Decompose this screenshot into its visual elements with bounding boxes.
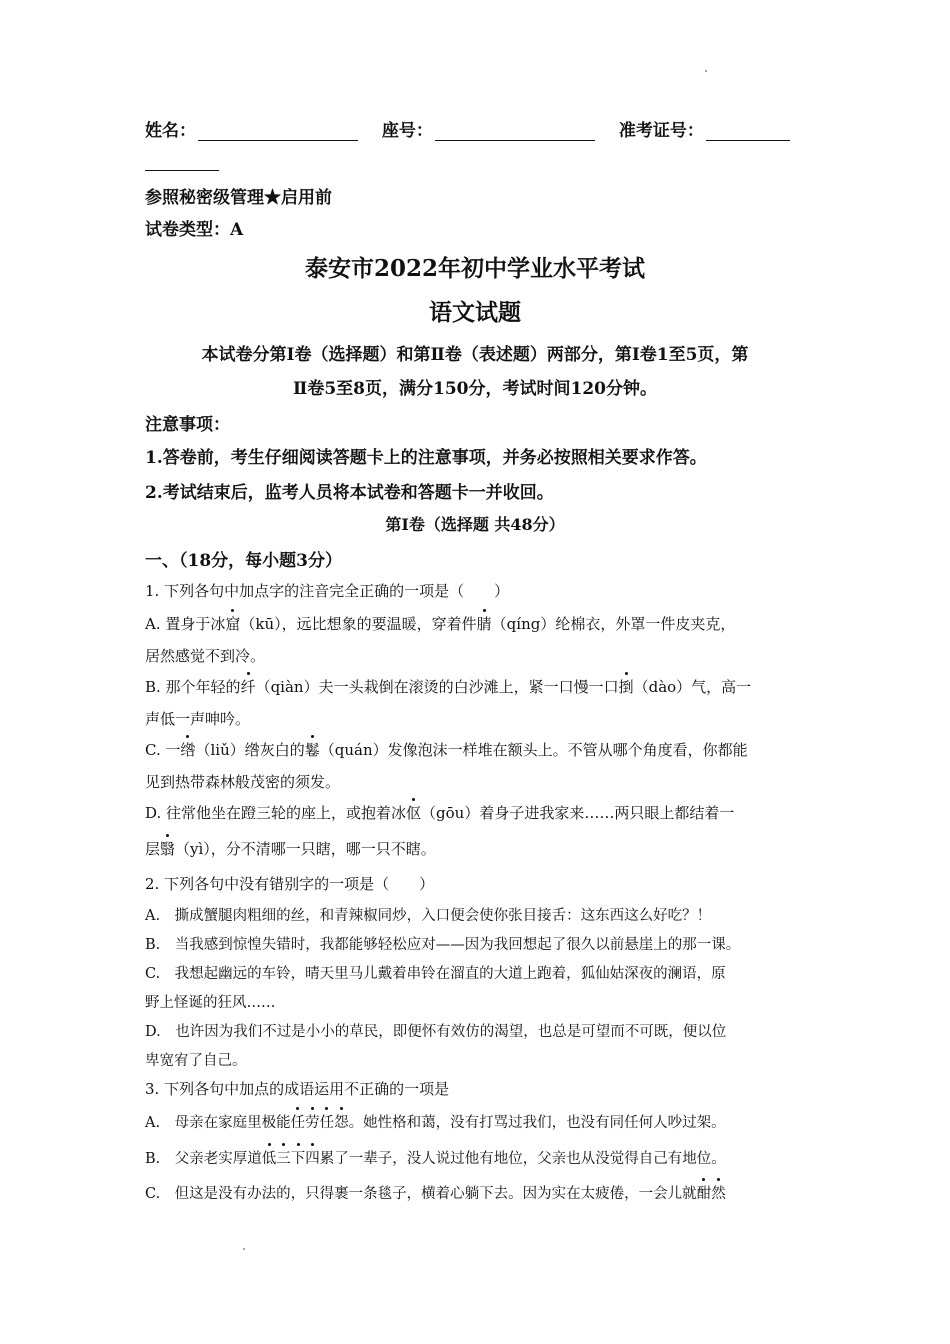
dotted-char: 腈 <box>476 615 492 633</box>
dotted-char: 窟 <box>225 615 241 633</box>
exam-id-blank-continued <box>145 152 219 171</box>
q2-option-a: A. 撕成蟹腿肉粗细的丝，和青辣椒同炒，入口便会使你张目接舌：这东西这么好吃？！ <box>145 908 712 924</box>
text-segment: A. 置身于冰 <box>145 615 226 633</box>
text-segment: A. 母亲在家庭里极能 <box>145 1115 291 1131</box>
candidate-info-row <box>145 116 794 141</box>
q1-option-d <box>145 802 734 823</box>
exam-id-label: 准考证号： <box>618 121 704 141</box>
dotted-char: 下 <box>291 1147 306 1168</box>
paper-type: 试卷类型：A <box>145 220 244 240</box>
q1-option-c-cont: 见到热带森林般茂密的须发。 <box>145 773 341 791</box>
exam-subtitle: 语文试题 <box>429 299 521 326</box>
name-blank <box>198 122 358 141</box>
dotted-char: 四 <box>305 1147 320 1168</box>
text-segment: 层 <box>145 840 161 858</box>
text-segment: （liǔ）绺灰白的 <box>195 741 305 759</box>
text-segment: C. 但这是没有办法的，只得裹一条毯子，横着心躺下去。因为实在太疲倦，一会儿就 <box>145 1186 697 1202</box>
notes-item-1: 1.答卷前，考生仔细阅读答题卡上的注意事项，并务必按照相关要求作答。 <box>145 448 707 468</box>
intro-line-2: Ⅱ卷5至8页，满分150分，考试时间120分钟。 <box>293 379 657 399</box>
q1-option-b-cont: 声低一声呻吟。 <box>145 710 251 728</box>
q2-option-d: D. 也许因为我们不过是小小的草民，即便怀有效仿的渴望，也总是可望而不可既，便以位 <box>145 1024 727 1040</box>
q1-option-b <box>145 676 751 697</box>
dotted-char: 捯 <box>618 678 634 696</box>
q2-option-c-cont: 野上怪诞的狂风…… <box>145 995 276 1011</box>
text-segment: 。她性格和蔼，没有打骂过我们，也没有同任何人吵过架。 <box>348 1115 726 1131</box>
q1-option-a <box>145 613 735 634</box>
dotted-char: 三 <box>276 1147 291 1168</box>
dotted-char: 任 <box>320 1111 335 1132</box>
dotted-char: 鬈 <box>304 741 320 759</box>
q3-option-b <box>145 1147 726 1168</box>
dotted-char: 低 <box>262 1147 277 1168</box>
intro-line-1: 本试卷分第Ⅰ卷（选择题）和第Ⅱ卷（表述题）两部分，第Ⅰ卷1至5页，第 <box>201 345 749 365</box>
dotted-char: 然 <box>711 1182 726 1203</box>
text-segment: （yì），分不清哪一只瞎，哪一只不瞎。 <box>175 840 436 858</box>
exam-title: 泰安市2022年初中学业水平考试 <box>304 255 645 282</box>
text-segment: （qíng）纶棉衣，外罩一件皮夹克， <box>491 615 736 633</box>
q1-option-d-cont <box>145 838 436 859</box>
text-segment: （gōu）着身子进我家来……两只眼上都结着一 <box>421 804 735 822</box>
scan-mark <box>705 70 707 72</box>
q2-stem: 2. 下列各句中没有错别字的一项是（ ） <box>145 875 435 893</box>
scan-mark <box>243 1248 245 1250</box>
dotted-char: 纤 <box>240 678 256 696</box>
dotted-char: 伛 <box>406 804 422 822</box>
name-label: 姓名： <box>145 121 196 141</box>
text-segment: （quán）发像泡沫一样堆在额头上。不管从哪个角度看，你都能 <box>319 741 748 759</box>
dotted-char: 怨 <box>334 1111 349 1132</box>
text-segment: D. 往常他坐在蹬三轮的座上，或抱着冰 <box>145 804 407 822</box>
volume-heading: 第Ⅰ卷（选择题 共48分） <box>385 515 565 534</box>
secret-level: 参照秘密级管理★启用前 <box>145 188 332 208</box>
dotted-char: 酣 <box>697 1182 712 1203</box>
q1-stem: 1. 下列各句中加点字的注音完全正确的一项是（ ） <box>145 582 510 600</box>
q3-option-c <box>145 1182 726 1203</box>
seat-label: 座号： <box>381 121 433 141</box>
text-segment: C. 一 <box>145 741 181 759</box>
text-segment: （dào）气，高一 <box>633 678 752 696</box>
dotted-char: 翳 <box>160 840 176 858</box>
q1-option-a-cont: 居然感觉不到冷。 <box>145 647 266 665</box>
text-segment: （qiàn）夫一头栽倒在滚烫的白沙滩上，紧一口慢一口 <box>255 678 619 696</box>
dotted-char: 劳 <box>305 1111 320 1132</box>
notes-item-2: 2.考试结束后，监考人员将本试卷和答题卡一并收回。 <box>145 483 554 503</box>
dotted-char: 绺 <box>180 741 196 759</box>
seat-blank <box>435 122 595 141</box>
text-segment: B. 那个年轻的 <box>145 678 241 696</box>
text-segment: B. 父亲老实厚道 <box>145 1151 262 1167</box>
q2-option-b: B. 当我感到惊惶失错时，我都能够轻松应对——因为我回想起了很久以前悬崖上的那一课。 <box>145 937 741 953</box>
q3-option-a <box>145 1111 726 1132</box>
text-segment: （kū），远比想象的要温暖，穿着件 <box>240 615 477 633</box>
notes-heading: 注意事项： <box>145 415 230 435</box>
q2-option-c: C. 我想起幽远的车铃，晴天里马儿戴着串铃在溜直的大道上跑着，狐仙姑深夜的澜语，原 <box>145 966 726 982</box>
q1-option-c <box>145 739 748 760</box>
q3-stem: 3. 下列各句中加点的成语运用不正确的一项是 <box>145 1080 450 1098</box>
part-heading: 一、（18分，每小题3分） <box>145 551 342 571</box>
text-segment: 累了一辈子，没人说过他有地位，父亲也从没觉得自己有地位。 <box>319 1151 726 1167</box>
dotted-char: 任 <box>291 1111 306 1132</box>
q2-option-d-cont: 卑宽宥了自己。 <box>145 1053 247 1069</box>
exam-id-blank <box>706 122 790 141</box>
